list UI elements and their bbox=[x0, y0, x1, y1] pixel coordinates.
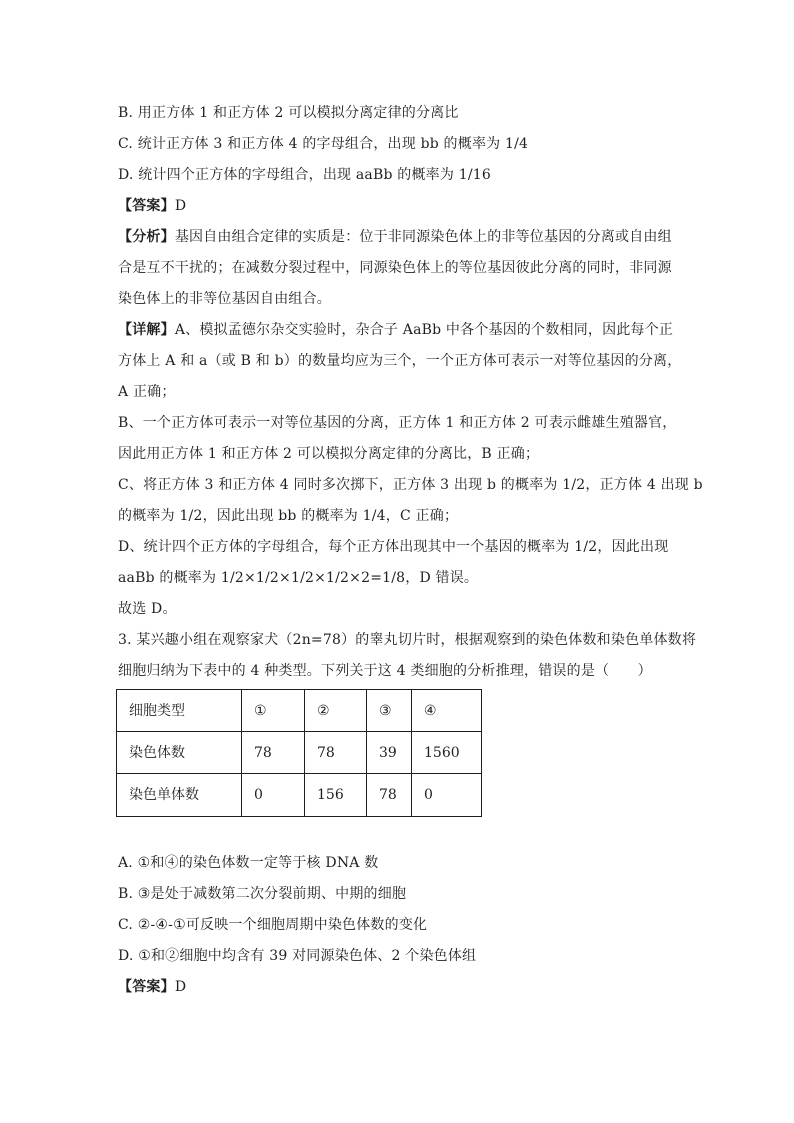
table-cell: 染色单体数 bbox=[117, 774, 242, 816]
answer-label: 【答案】 bbox=[118, 979, 175, 995]
question3-option-c: C. ②-④-①可反映一个细胞周期中染色体数的变化 bbox=[118, 917, 428, 933]
answer-line-2 bbox=[118, 977, 186, 997]
analysis-line-2: 合是互不干扰的；在减数分裂过程中，同源染色体上的等位基因彼此分离的同时，非同源 bbox=[118, 260, 672, 276]
detail-line-1 bbox=[118, 320, 673, 340]
question3-option-a: A. ①和④的染色体数一定等于核 DNA 数 bbox=[118, 855, 379, 871]
table-header-cell: 细胞类型 bbox=[117, 690, 242, 731]
detail-line-10: 故选 D。 bbox=[118, 601, 177, 617]
option-b-line: B. 用正方体 1 和正方体 2 可以模拟分离定律的分离比 bbox=[118, 105, 459, 121]
cell-type-table bbox=[116, 689, 482, 817]
analysis-label: 【分析】 bbox=[118, 229, 175, 245]
detail-line-3: A 正确； bbox=[118, 384, 176, 400]
table-cell: 染色体数 bbox=[117, 732, 242, 773]
analysis-line-1 bbox=[118, 227, 672, 247]
question3-line-2: 细胞归纳为下表中的 4 种类型。下列关于这 4 类细胞的分析推理，错误的是（ ） bbox=[118, 663, 652, 679]
detail-line-9: aaBb 的概率为 1/2×1/2×1/2×1/2×2=1/8，D 错误。 bbox=[118, 570, 479, 586]
table-header-cell: ③ bbox=[367, 690, 412, 731]
table-header-row bbox=[117, 690, 481, 732]
table-header-cell: ② bbox=[305, 690, 367, 731]
answer-label: 【答案】 bbox=[118, 198, 175, 214]
detail-line-8: D、统计四个正方体的字母组合，每个正方体出现其中一个基因的概率为 1/2，因此出现 bbox=[118, 539, 669, 555]
option-c-line: C. 统计正方体 3 和正方体 4 的字母组合，出现 bb 的概率为 1/4 bbox=[118, 136, 529, 152]
detail-line-6: C、将正方体 3 和正方体 4 同时多次掷下，正方体 3 出现 b 的概率为 1/2，正方体 4 出现 b bbox=[118, 477, 703, 493]
answer-value: D bbox=[174, 198, 187, 214]
analysis-text-1: 基因自由组合定律的实质是：位于非同源染色体上的非等位基因的分离或自由组 bbox=[174, 229, 672, 245]
table-cell: 0 bbox=[424, 787, 433, 803]
table-cell: 156 bbox=[305, 774, 367, 816]
answer-value: D bbox=[174, 979, 187, 995]
question3-option-b: B. ③是处于减数第二次分裂前期、中期的细胞 bbox=[118, 886, 407, 902]
table-cell: 78 bbox=[305, 732, 367, 773]
detail-text-1: A、模拟孟德尔杂交实验时，杂合子 AaBb 中各个基因的个数相同，因此每个正 bbox=[174, 322, 674, 338]
option-d-line: D. 统计四个正方体的字母组合，出现 aaBb 的概率为 1/16 bbox=[118, 167, 491, 183]
table-row bbox=[117, 774, 481, 816]
detail-line-5: 因此用正方体 1 和正方体 2 可以模拟分离定律的分离比，B 正确； bbox=[118, 446, 540, 462]
table-cell: 39 bbox=[367, 732, 412, 773]
detail-line-7: 的概率为 1/2，因此出现 bb 的概率为 1/4，C 正确； bbox=[118, 508, 459, 524]
table-header-cell: ① bbox=[242, 690, 305, 731]
question3-line-1: 3. 某兴趣小组在观察家犬（2n=78）的睾丸切片时，根据观察到的染色体数和染色单体数将 bbox=[118, 632, 697, 648]
detail-line-4: B、一个正方体可表示一对等位基因的分离，正方体 1 和正方体 2 可表示雌雄生殖器官， bbox=[118, 415, 677, 431]
analysis-line-3: 染色体上的非等位基因自由组合。 bbox=[118, 291, 331, 307]
table-cell: 0 bbox=[242, 774, 305, 816]
table-cell: 78 bbox=[242, 732, 305, 773]
answer-line-1 bbox=[118, 196, 186, 216]
detail-line-2: 方体上 A 和 a（或 B 和 b）的数量均应为三个，一个正方体可表示一对等位基因的分离， bbox=[118, 353, 682, 369]
detail-label: 【详解】 bbox=[118, 322, 175, 338]
question3-option-d: D. ①和②细胞中均含有 39 对同源染色体、2 个染色体组 bbox=[118, 948, 477, 964]
table-cell: 78 bbox=[367, 774, 412, 816]
table-row bbox=[117, 732, 481, 774]
table-header-cell: ④ bbox=[424, 703, 437, 719]
table-cell: 1560 bbox=[424, 745, 460, 761]
